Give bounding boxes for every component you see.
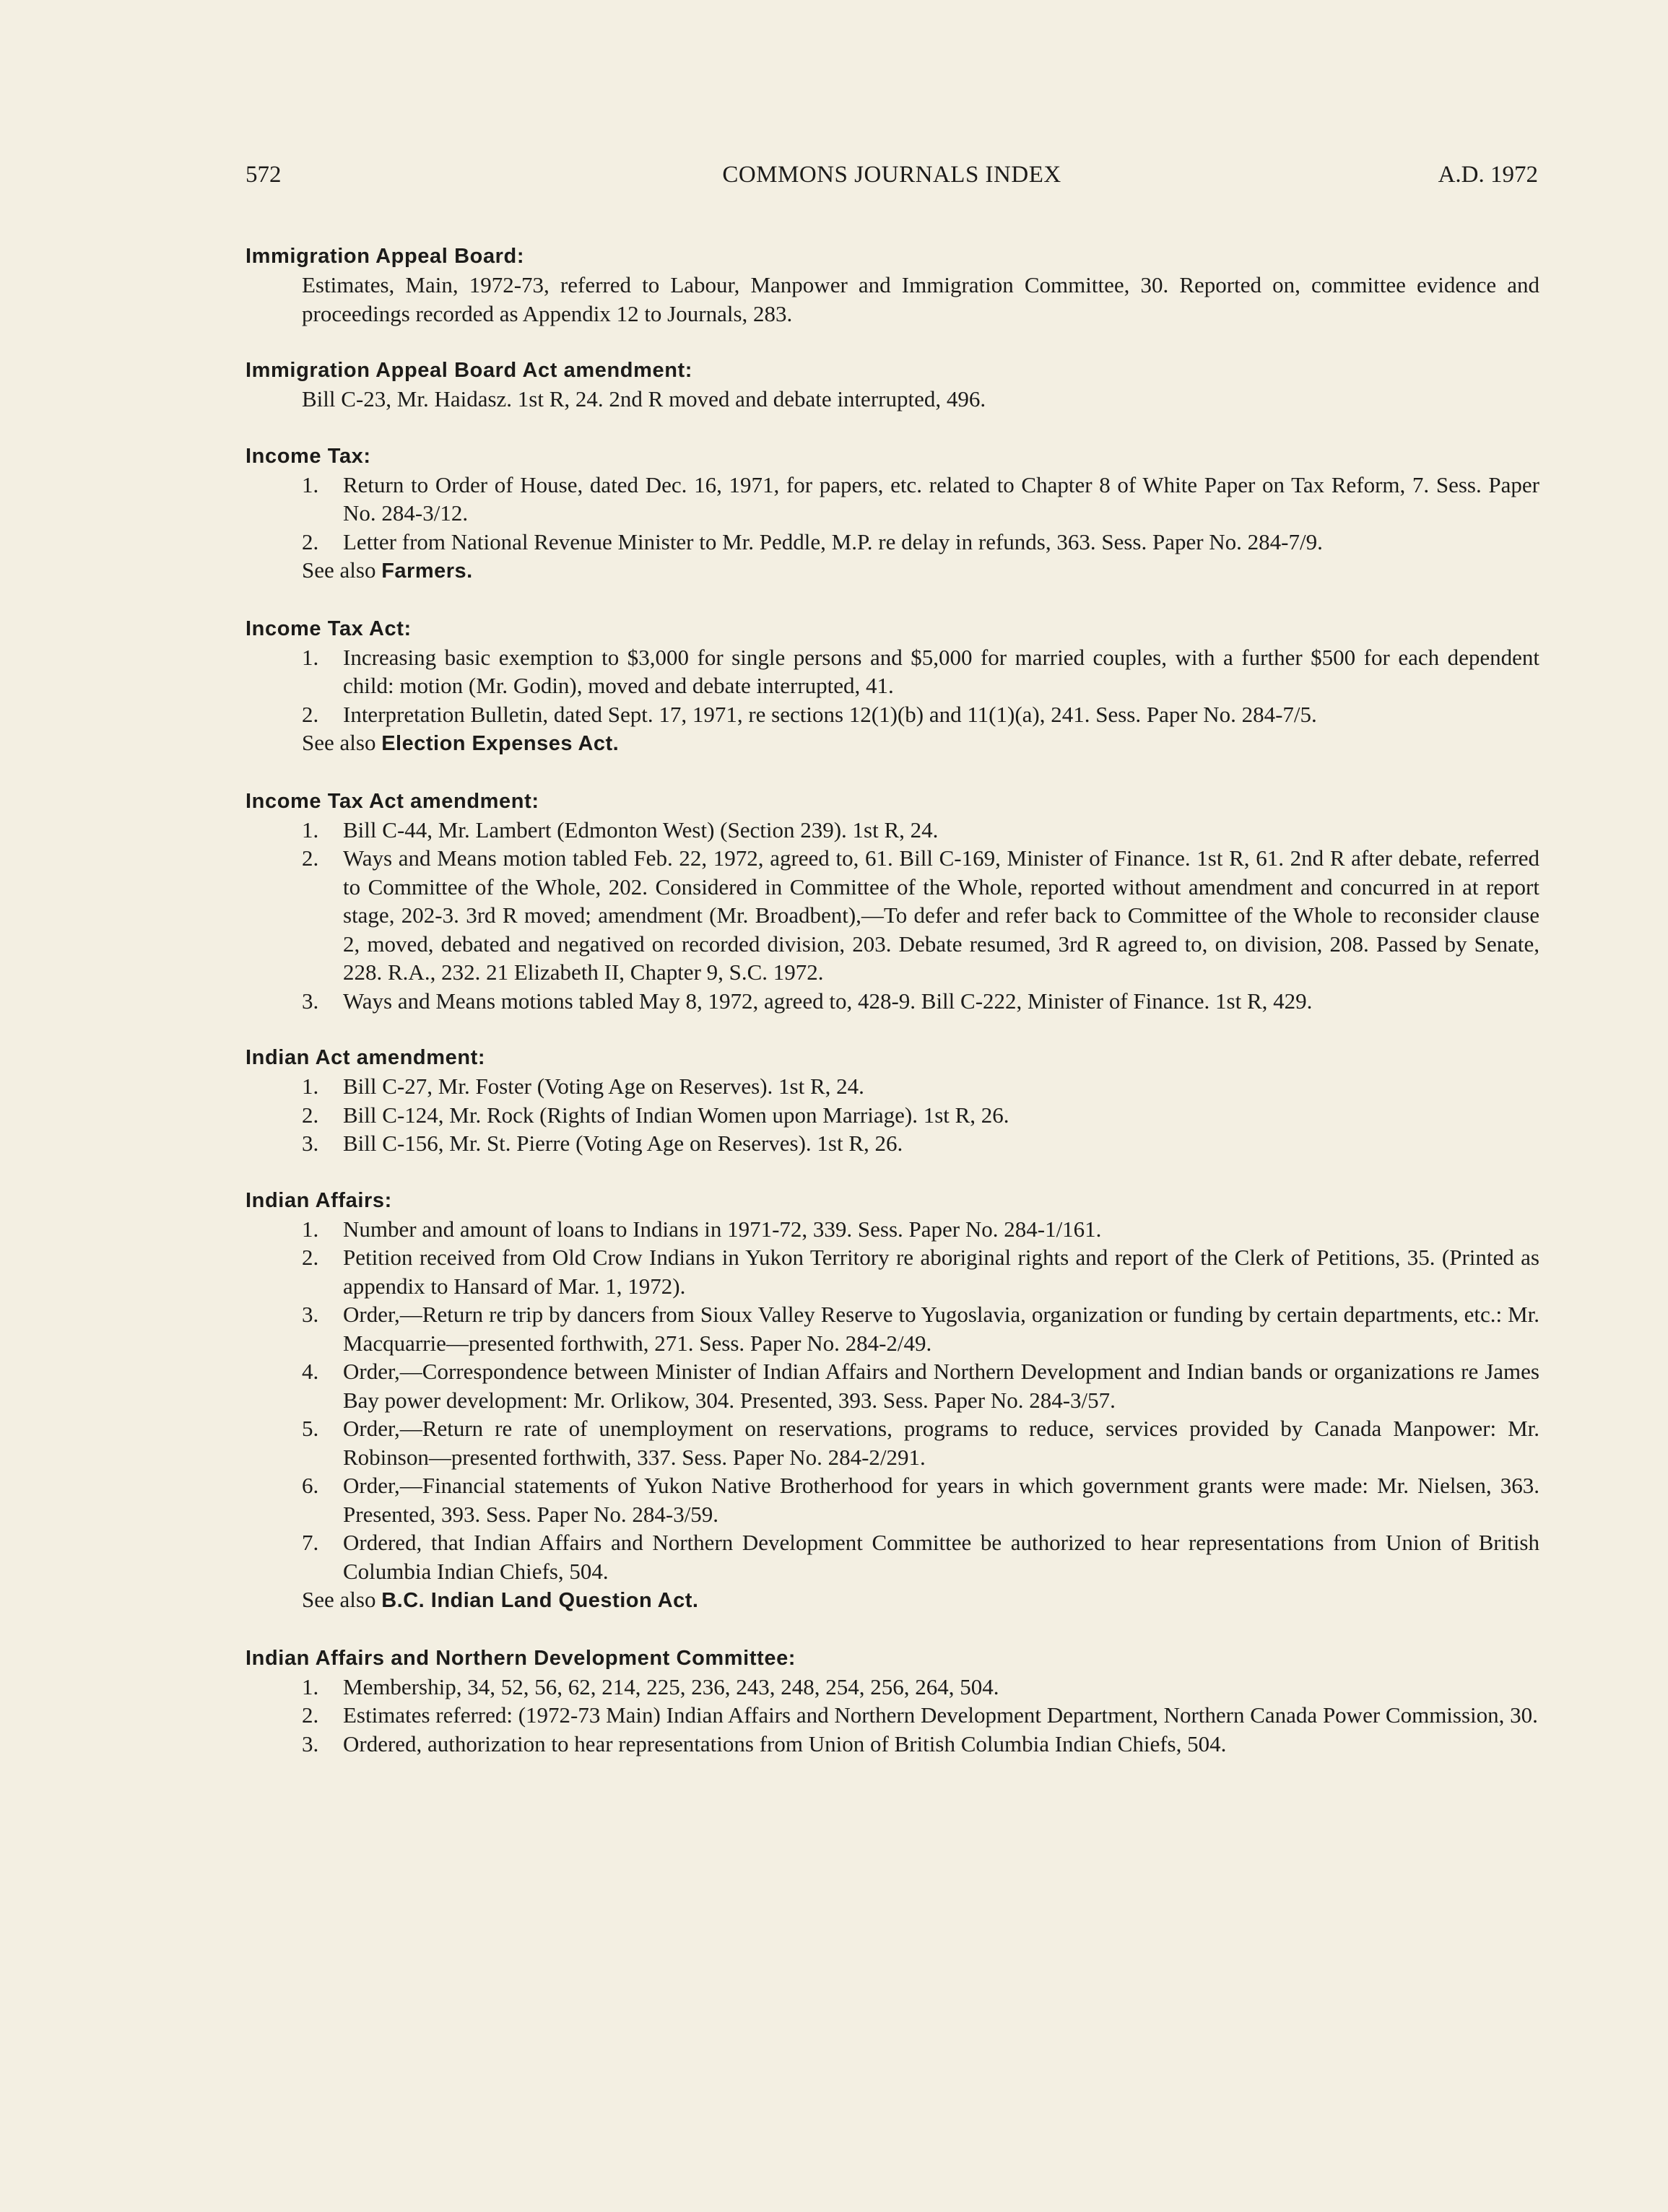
item-number: 5. bbox=[302, 1416, 319, 1441]
item-text: Bill C-156, Mr. St. Pierre (Voting Age on Reserves). 1st R, 26. bbox=[343, 1131, 903, 1156]
item-text: Ordered, authorization to hear representations from Union of British Columbia Indian Chiefs, 504. bbox=[343, 1730, 1227, 1756]
entry-item bbox=[246, 700, 1539, 729]
item-text: Increasing basic exemption to $3,000 for single persons and $5,000 for married couples, with a further $500 for each dependent child: motion (Mr. Godin), moved and debate interrupted, 41. bbox=[343, 644, 1539, 698]
entry-heading: Immigration Appeal Board Act amendment: bbox=[246, 359, 693, 382]
item-number: 7. bbox=[302, 1530, 319, 1555]
entry-item bbox=[246, 643, 1539, 700]
see-also-target: B.C. Indian Land Question Act. bbox=[381, 1589, 699, 1612]
item-text: Ways and Means motion tabled Feb. 22, 1972, agreed to, 61. Bill C-169, Minister of Finance. 1st R, 61. 2nd R after debate, referred to Committee of the Whole, 202. Considered in Committee of the Whole, reported without amendment and concurred in at report stage, 202-3. 3rd R moved; amendment (Mr. Broadbent),—To defer and refer back to Committee of the Whole to reconsider clause 2, moved, debated and negatived on recorded division, 203. Debate resumed, 3rd R agreed to, on division, 208. Passed by Senate, 228. R.A., 232. 21 Elizabeth II, Chapter 9, S.C. 1972. bbox=[343, 845, 1539, 985]
item-number: 3. bbox=[302, 1730, 319, 1756]
see-also-target: Election Expenses Act. bbox=[381, 732, 620, 755]
entry-item bbox=[246, 1414, 1539, 1471]
entry-item bbox=[246, 528, 1539, 557]
entry-item bbox=[246, 816, 1539, 845]
item-text: Return to Order of House, dated Dec. 16, 1971, for papers, etc. related to Chapter 8 of White Paper on Tax Reform, 7. Sess. Paper No. 284-3/12. bbox=[343, 471, 1539, 526]
entry-item bbox=[246, 1471, 1539, 1528]
item-text: Ordered, that Indian Affairs and Northern Development Committee be authorized to hear representations from Union of British Columbia Indian Chiefs, 504. bbox=[343, 1530, 1539, 1584]
item-text: Ways and Means motions tabled May 8, 1972, agreed to, 428-9. Bill C-222, Minister of Finance. 1st R, 429. bbox=[343, 988, 1313, 1014]
entry-item bbox=[246, 1072, 1539, 1101]
page-header bbox=[246, 159, 1538, 191]
see-also-reference bbox=[246, 1585, 1539, 1616]
entry-item bbox=[246, 1243, 1539, 1300]
entry-heading: Immigration Appeal Board: bbox=[246, 245, 525, 268]
item-number: 1. bbox=[302, 1074, 319, 1099]
item-number: 2. bbox=[302, 1102, 319, 1128]
index-entry bbox=[246, 356, 1539, 414]
item-number: 2. bbox=[302, 845, 319, 871]
item-text: Estimates referred: (1972-73 Main) Indian Affairs and Northern Development Department, Northern Canada Power Commission, 30. bbox=[343, 1702, 1538, 1728]
index-entry bbox=[246, 242, 1539, 328]
item-number: 2. bbox=[302, 1245, 319, 1270]
entry-heading: Indian Affairs and Northern Development Committee: bbox=[246, 1646, 796, 1670]
entry-item bbox=[246, 844, 1539, 987]
item-text: Order,—Correspondence between Minister of Indian Affairs and Northern Development and Indian bands or organizations re James Bay power development: Mr. Orlikow, 304. Presented, 393. Sess. Paper No. 284-3/57. bbox=[343, 1359, 1539, 1413]
entry-item bbox=[246, 1101, 1539, 1130]
entry-item bbox=[246, 1215, 1539, 1244]
page-number: 572 bbox=[246, 162, 282, 188]
item-text: Order,—Return re rate of unemployment on reservations, programs to reduce, services provided by Canada Manpower: Mr. Robinson—presented forthwith, 337. Sess. Paper No. 284-2/291. bbox=[343, 1416, 1539, 1470]
item-number: 6. bbox=[302, 1473, 319, 1498]
see-also-reference bbox=[246, 728, 1539, 759]
entry-item bbox=[246, 1357, 1539, 1414]
see-also-reference bbox=[246, 556, 1539, 586]
item-number: 1. bbox=[302, 644, 319, 670]
entry-heading: Indian Affairs: bbox=[246, 1188, 392, 1212]
index-entry bbox=[246, 1043, 1539, 1158]
index-entry bbox=[246, 1644, 1539, 1759]
item-text: Order,—Financial statements of Yukon Native Brotherhood for years in which government grants were made: Mr. Nielsen, 363. Presented, 393. Sess. Paper No. 284-3/59. bbox=[343, 1473, 1539, 1527]
index-entry bbox=[246, 1186, 1539, 1616]
page-date: A.D. 1972 bbox=[1438, 162, 1538, 188]
index-entry bbox=[246, 787, 1539, 1016]
item-number: 3. bbox=[302, 1131, 319, 1156]
item-number: 2. bbox=[302, 1702, 319, 1728]
item-text: Interpretation Bulletin, dated Sept. 17, 1971, re sections 12(1)(b) and 11(1)(a), 241. Sess. Paper No. 284-7/5. bbox=[343, 701, 1317, 727]
see-also-prefix: See also bbox=[302, 730, 376, 755]
item-number: 1. bbox=[302, 471, 319, 497]
entry-item bbox=[246, 1701, 1539, 1730]
entry-body: Bill C-23, Mr. Haidasz. 1st R, 24. 2nd R moved and debate interrupted, 496. bbox=[302, 386, 986, 412]
entry-heading: Income Tax: bbox=[246, 444, 371, 468]
entry-item bbox=[246, 1129, 1539, 1158]
page-title: COMMONS JOURNALS INDEX bbox=[722, 162, 1061, 188]
item-number: 1. bbox=[302, 1216, 319, 1242]
see-also-target: Farmers. bbox=[381, 559, 473, 583]
index-entry bbox=[246, 614, 1539, 759]
item-text: Petition received from Old Crow Indians in Yukon Territory re aboriginal rights and report of the Clerk of Petitions, 35. (Printed as appendix to Hansard of Mar. 1, 1972). bbox=[343, 1245, 1539, 1299]
item-text: Bill C-124, Mr. Rock (Rights of Indian Women upon Marriage). 1st R, 26. bbox=[343, 1102, 1009, 1128]
entry-body: Estimates, Main, 1972-73, referred to Labour, Manpower and Immigration Committee, 30. Reported on, committee evidence and proceedings recorded as Appendix 12 to Journals, 283. bbox=[302, 272, 1539, 326]
entry-item bbox=[246, 987, 1539, 1016]
item-text: Membership, 34, 52, 56, 62, 214, 225, 236, 243, 248, 254, 256, 264, 504. bbox=[343, 1673, 999, 1699]
entry-item bbox=[246, 471, 1539, 528]
item-text: Number and amount of loans to Indians in 1971-72, 339. Sess. Paper No. 284-1/161. bbox=[343, 1216, 1102, 1242]
index-content bbox=[246, 242, 1539, 1786]
entry-heading: Income Tax Act: bbox=[246, 617, 412, 640]
item-text: Order,—Return re trip by dancers from Sioux Valley Reserve to Yugoslavia, organization or funding by certain departments, etc.: Mr. Macquarrie—presented forthwith, 271. Sess. Paper No. 284-2/49. bbox=[343, 1302, 1539, 1356]
entry-item bbox=[246, 1730, 1539, 1759]
item-text: Bill C-27, Mr. Foster (Voting Age on Reserves). 1st R, 24. bbox=[343, 1074, 864, 1099]
item-number: 1. bbox=[302, 1673, 319, 1699]
entry-item bbox=[246, 1673, 1539, 1702]
see-also-prefix: See also bbox=[302, 1587, 376, 1612]
item-number: 3. bbox=[302, 1302, 319, 1327]
entry-heading: Income Tax Act amendment: bbox=[246, 789, 539, 813]
item-number: 2. bbox=[302, 528, 319, 554]
item-text: Bill C-44, Mr. Lambert (Edmonton West) (Section 239). 1st R, 24. bbox=[343, 817, 939, 842]
item-number: 4. bbox=[302, 1359, 319, 1384]
index-entry bbox=[246, 442, 1539, 586]
entry-heading: Indian Act amendment: bbox=[246, 1046, 486, 1069]
entry-item bbox=[246, 1300, 1539, 1357]
see-also-prefix: See also bbox=[302, 557, 376, 583]
item-number: 1. bbox=[302, 817, 319, 842]
item-number: 3. bbox=[302, 988, 319, 1014]
item-number: 2. bbox=[302, 701, 319, 727]
item-text: Letter from National Revenue Minister to Mr. Peddle, M.P. re delay in refunds, 363. Sess. Paper No. 284-7/9. bbox=[343, 528, 1323, 554]
entry-item bbox=[246, 1528, 1539, 1585]
